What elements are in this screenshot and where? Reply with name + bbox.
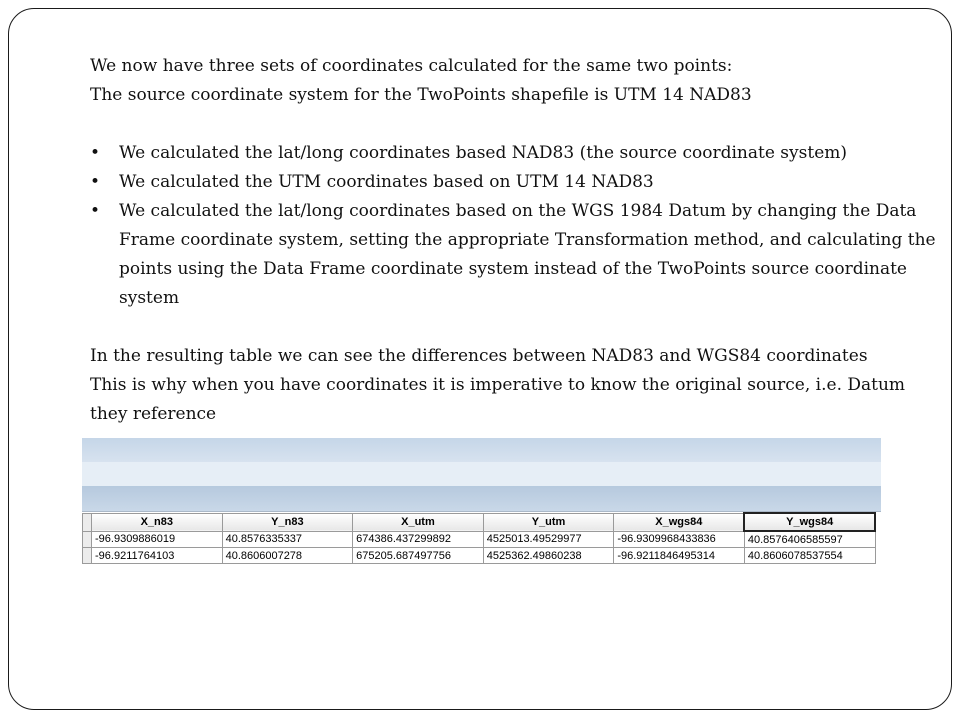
column-header-x-wgs84[interactable]: X_wgs84	[614, 513, 745, 531]
table-window-toolbar	[82, 462, 881, 486]
table-cell[interactable]: -96.9309968433836	[614, 531, 745, 548]
column-header-x-utm[interactable]: X_utm	[353, 513, 484, 531]
attribute-grid	[82, 512, 881, 573]
table-cell[interactable]: 4525362.49860238	[483, 548, 614, 564]
intro-line-1: We now have three sets of coordinates calculated for the same two points:	[90, 56, 733, 76]
table-cell[interactable]: -96.9211764103	[92, 548, 223, 564]
bullet-text: We calculated the UTM coordinates based on UTM 14 NAD83	[119, 172, 654, 192]
row-selector-header[interactable]	[83, 513, 92, 531]
row-selector[interactable]	[83, 548, 92, 564]
table-row[interactable]	[83, 531, 876, 548]
column-header-y-wgs84[interactable]: Y_wgs84	[744, 513, 875, 531]
bullet-icon: •	[90, 201, 101, 221]
bullet-text: We calculated the lat/long coordinates based NAD83 (the source coordinate system)	[119, 143, 848, 163]
column-header-y-n83[interactable]: Y_n83	[222, 513, 353, 531]
attribute-table-screenshot	[82, 438, 881, 573]
table-cell[interactable]: 674386.437299892	[353, 531, 484, 548]
slide-content	[90, 52, 940, 429]
bullet-icon: •	[90, 143, 101, 163]
intro-line-2: The source coordinate system for the TwoPoints shapefile is UTM 14 NAD83	[90, 85, 752, 105]
table-cell[interactable]: -96.9211846495314	[614, 548, 745, 564]
bullet-icon: •	[90, 172, 101, 192]
table-cell[interactable]: 40.8606007278	[222, 548, 353, 564]
spacer	[90, 110, 940, 139]
outro-line-1: In the resulting table we can see the differences between NAD83 and WGS84 coordinates	[90, 346, 868, 366]
table-cell[interactable]: -96.9309886019	[92, 531, 223, 548]
attribute-table	[82, 512, 876, 564]
table-header-row	[83, 513, 876, 531]
table-cell[interactable]: 40.8606078537554	[744, 548, 875, 564]
bullet-item	[90, 197, 940, 313]
bullet-text: We calculated the lat/long coordinates based on the WGS 1984 Datum by changing the Data Frame coordinate system, setting the appropriate Transformation method, and calculating the points using the Data Frame coordinate system instead of the TwoPoints source coordinate system	[119, 201, 936, 308]
bullet-item	[90, 139, 940, 168]
table-cell[interactable]: 4525013.49529977	[483, 531, 614, 548]
spacer	[90, 313, 940, 342]
table-cell[interactable]: 40.8576406585597	[744, 531, 875, 548]
column-header-y-utm[interactable]: Y_utm	[483, 513, 614, 531]
table-row[interactable]	[83, 548, 876, 564]
outro-line-2: This is why when you have coordinates it is imperative to know the original source, i.e. Datum they reference	[90, 375, 906, 424]
bullet-item	[90, 168, 940, 197]
row-selector[interactable]	[83, 531, 92, 548]
table-window-titlebar	[82, 438, 881, 462]
table-cell[interactable]: 40.8576335337	[222, 531, 353, 548]
bullet-list	[90, 139, 940, 313]
table-cell[interactable]: 675205.687497756	[353, 548, 484, 564]
column-header-x-n83[interactable]: X_n83	[92, 513, 223, 531]
table-window-tabbar	[82, 486, 881, 512]
